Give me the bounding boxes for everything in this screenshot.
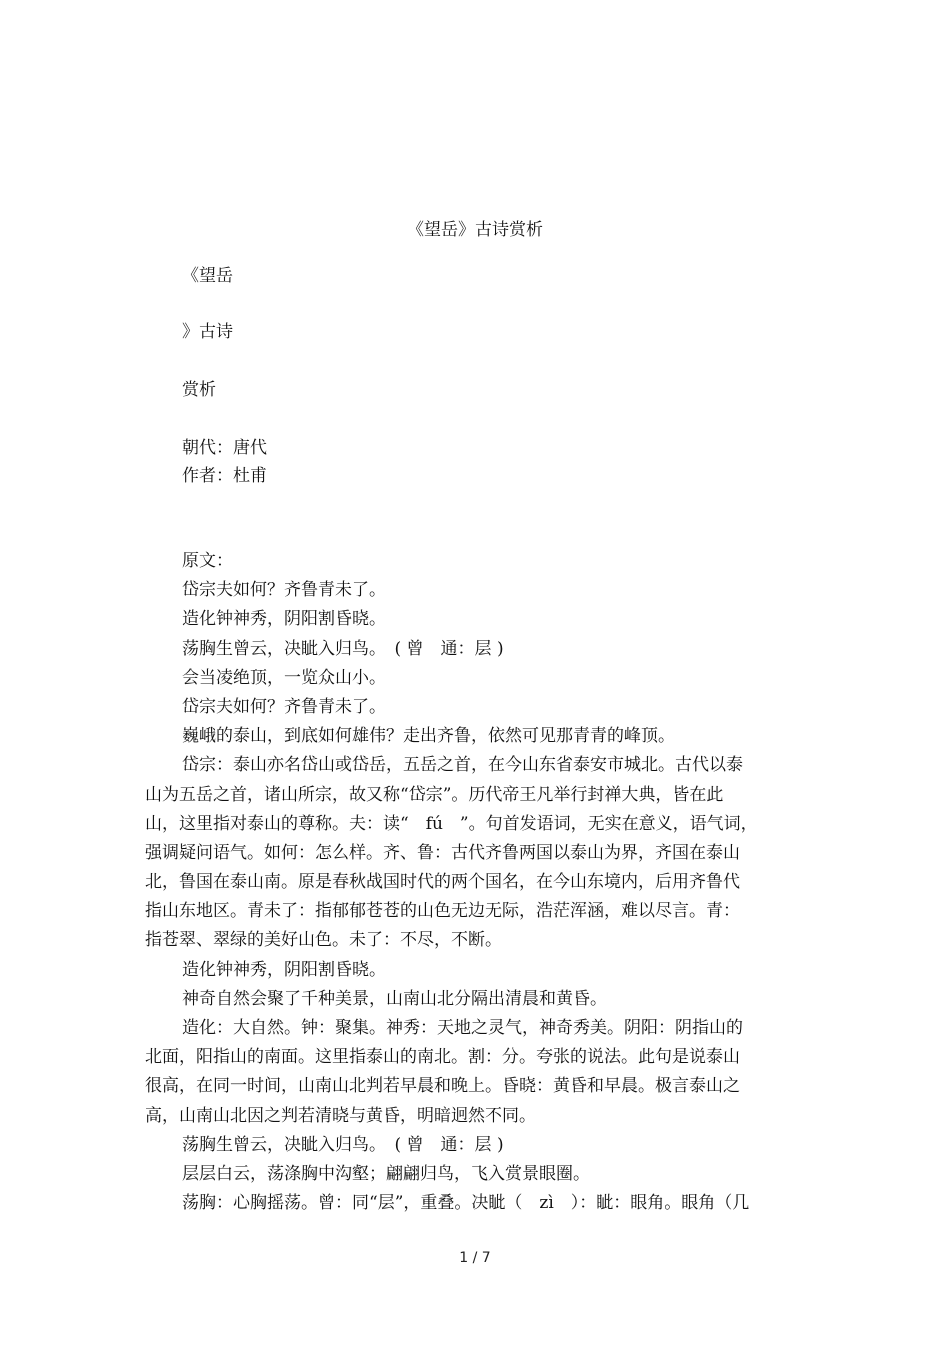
text-line: 巍峨的泰山，到底如何雄伟？走出齐鲁，依然可见那青青的峰顶。 xyxy=(182,726,675,747)
text-line: 指山东地区。青未了：指郁郁苍苍的山色无边无际，浩茫浑涵，难以尽言。青： xyxy=(145,901,740,922)
poem-line: 造化钟神秀，阴阳割昏晓。 xyxy=(182,609,386,630)
text-line: 神奇自然会聚了千种美景，山南山北分隔出清晨和黄昏。 xyxy=(182,988,607,1009)
poem-line: 岱宗夫如何？齐鲁青未了。 xyxy=(182,580,386,601)
header-line-1: 《望岳 xyxy=(182,266,233,286)
poem-line: 荡胸生曾云，决眦入归鸟。 ( 曾 通：层 ) xyxy=(182,638,504,659)
poem-line: 会当凌绝顶，一览众山小。 xyxy=(182,667,386,688)
text-line: 山，这里指对泰山的尊称。夫：读“ fú ”。句首发语词，无实在意义，语气词， xyxy=(145,813,758,834)
body-text xyxy=(145,547,815,1218)
text-line: 强调疑问语气。如何：怎么样。齐、鲁：古代齐鲁两国以泰山为界，齐国在泰山 xyxy=(145,842,740,863)
text-line: 山为五岳之首，诸山所宗，故又称“岱宗”。历代帝王凡举行封禅大典，皆在此 xyxy=(145,784,724,805)
text-line: 指苍翠、翠绿的美好山色。未了：不尽，不断。 xyxy=(145,930,502,951)
text-line: 高，山南山北因之判若清晓与黄昏，明暗迥然不同。 xyxy=(145,1105,536,1126)
author-line: 作者：杜甫 xyxy=(182,466,267,486)
poem-line: 造化钟神秀，阴阳割昏晓。 xyxy=(182,959,386,980)
text-line: 造化：大自然。钟：聚集。神秀：天地之灵气，神奇秀美。阴阳：阴指山的 xyxy=(182,1018,743,1038)
text-line: 北，鲁国在泰山南。原是春秋战国时代的两个国名，在今山东境内，后用齐鲁代 xyxy=(145,872,740,893)
text-line: 荡胸：心胸摇荡。曾：同“层”，重叠。决眦（ zì ）：眦：眼角。眼角（几 xyxy=(182,1193,750,1214)
poem-line: 岱宗夫如何？齐鲁青未了。 xyxy=(182,696,386,717)
page-number: 1 / 7 xyxy=(459,1250,491,1266)
document-title: 《望岳》古诗赏析 xyxy=(407,220,543,240)
header-line-3: 赏析 xyxy=(182,380,216,400)
text-line: 原文： xyxy=(182,551,233,571)
header-line-2: 》古诗 xyxy=(182,322,233,342)
text-line: 层层白云，荡涤胸中沟壑；翩翩归鸟，飞入赏景眼圈。 xyxy=(182,1163,590,1184)
dynasty-line: 朝代：唐代 xyxy=(182,438,267,458)
text-line: 岱宗：泰山亦名岱山或岱岳，五岳之首，在今山东省泰安市城北。古代以泰 xyxy=(182,755,743,776)
text-line: 很高，在同一时间，山南山北判若早晨和晚上。昏晓：黄昏和早晨。极言泰山之 xyxy=(145,1076,740,1097)
text-line: 北面，阳指山的南面。这里指泰山的南北。割：分。夸张的说法。此句是说泰山 xyxy=(145,1047,740,1068)
poem-line: 荡胸生曾云，决眦入归鸟。 ( 曾 通：层 ) xyxy=(182,1134,504,1155)
